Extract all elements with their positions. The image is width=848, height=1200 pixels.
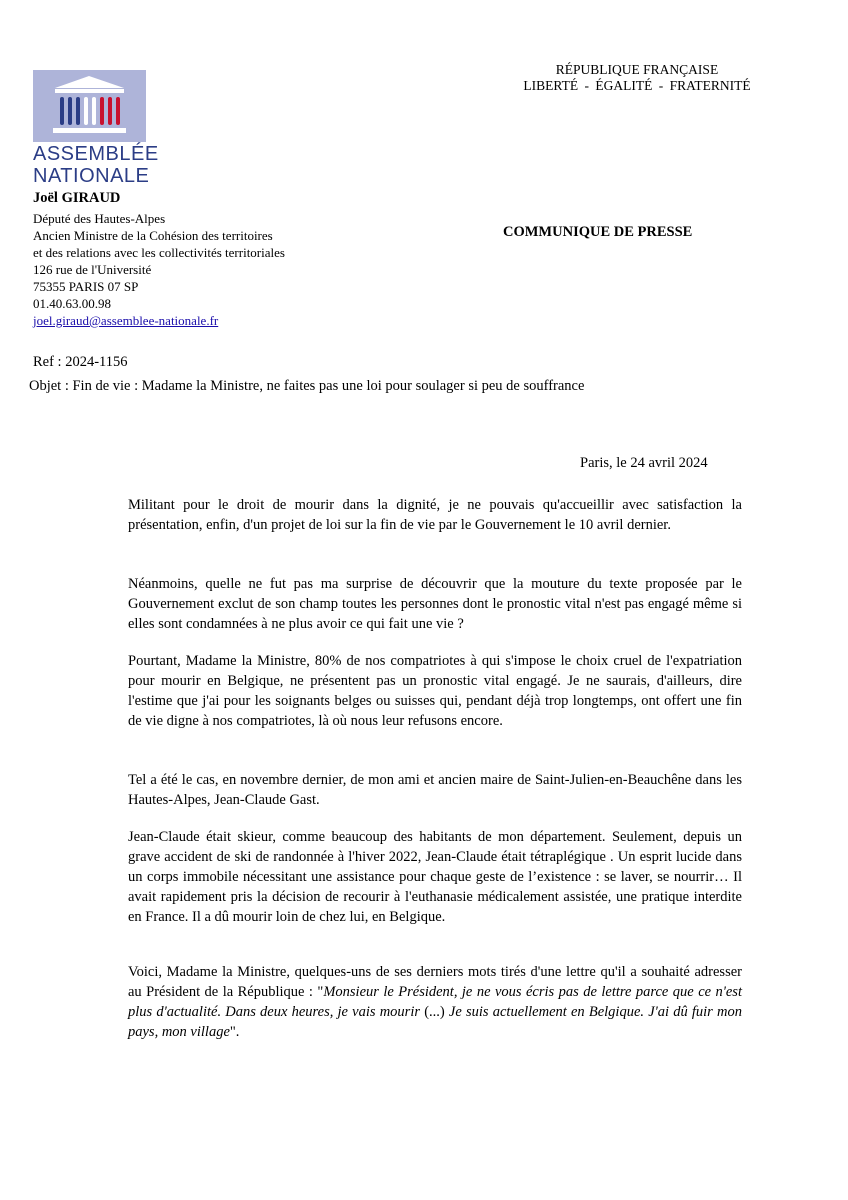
hemicycle-logo-icon (33, 70, 146, 142)
paragraph-1: Militant pour le droit de mourir dans la dignité, je ne pouvais qu'accueillir avec satisfaction la présentation, enfin, d'un projet de loi sur la fin de vie par le Gouvernement le 10 avril dernier. (128, 497, 742, 533)
republic-motto: LIBERTÉ - ÉGALITÉ - FRATERNITÉ (523, 78, 751, 93)
sender-name: Joël GIRAUD (33, 190, 121, 206)
sender-phone: 01.40.63.00.98 (33, 296, 111, 311)
sender-former-role-1: Ancien Ministre de la Cohésion des territoires (33, 228, 273, 243)
sender-street: 126 rue de l'Université (33, 262, 152, 277)
date-line: Paris, le 24 avril 2024 (580, 455, 708, 471)
sender-title: Député des Hautes-Alpes (33, 211, 166, 226)
paragraph-5: Jean-Claude était skieur, comme beaucoup des habitants de mon département. Seulement, depuis un grave accident de ski de randonnée à l'hiver 2022, Jean-Claude était tétraplégique . Un esprit lucide dans un corps immobile nécessitant une assistance pour chaque geste de l’existence : se laver, se nourrir… Il avait rapidement pris la décision de recourir à l'euthanasie médicalement assistée, une pratique interdite en France. Il a dû mourir loin de chez lui, en Belgique. (128, 829, 742, 925)
paragraph-6 (128, 962, 742, 1042)
press-release-label: COMMUNIQUE DE PRESSE (503, 224, 693, 240)
assemblee-nationale-logo (33, 70, 159, 187)
sender-former-role-2: et des relations avec les collectivités territoriales (33, 245, 285, 260)
sender-email-link[interactable]: joel.giraud@assemblee-nationale.fr (33, 313, 219, 328)
reference: Ref : 2024-1156 (33, 354, 128, 370)
sender-city: 75355 PARIS 07 SP (33, 279, 139, 294)
paragraph-6-intro: Voici, Madame la Ministre, quelques-uns de ses derniers mots tirés d'une lettre qu'il a souhaité adresser au Président de la République : " (128, 964, 742, 1000)
quote-part-1: Monsieur le Président, je ne vous écris pas de lettre parce que ce n'est plus d'actualité. Dans deux heures, je vais mourir (128, 984, 742, 1020)
quote-part-2: Je suis actuellement en Belgique. J'ai dû fuir mon pays, mon village (128, 1004, 742, 1040)
logo-line-1: ASSEMBLÉE (33, 143, 159, 165)
paragraph-2: Néanmoins, quelle ne fut pas ma surprise de découvrir que la mouture du texte proposée par le Gouvernement exclut de son champ toutes les personnes dont le pronostic vital n'est pas engagé même si elles sont condamnées à ne plus avoir ce qui fait une vie ? (128, 576, 742, 632)
logo-line-2: NATIONALE (33, 165, 150, 187)
quote-ellipsis: (...) (420, 1004, 449, 1020)
quote-end: ". (229, 1024, 240, 1040)
subject: Objet : Fin de vie : Madame la Ministre, ne faites pas une loi pour soulager si peu de souffrance (29, 378, 585, 394)
republic-heading: RÉPUBLIQUE FRANÇAISE (555, 62, 719, 77)
paragraph-4: Tel a été le cas, en novembre dernier, de mon ami et ancien maire de Saint-Julien-en-Beauchêne dans les Hautes-Alpes, Jean-Claude Gast. (128, 772, 742, 808)
paragraph-3: Pourtant, Madame la Ministre, 80% de nos compatriotes à qui s'impose le choix cruel de l'expatriation pour mourir en Belgique, ne présentent pas un pronostic vital engagé. Je ne saurais, d'ailleurs, dire l'estime que j'ai pour les soignants belges ou suisses qui, pendant déjà trop longtemps, ont offert une fin de vie digne à nos compatriotes, là où nous leur refusons encore. (128, 653, 742, 729)
